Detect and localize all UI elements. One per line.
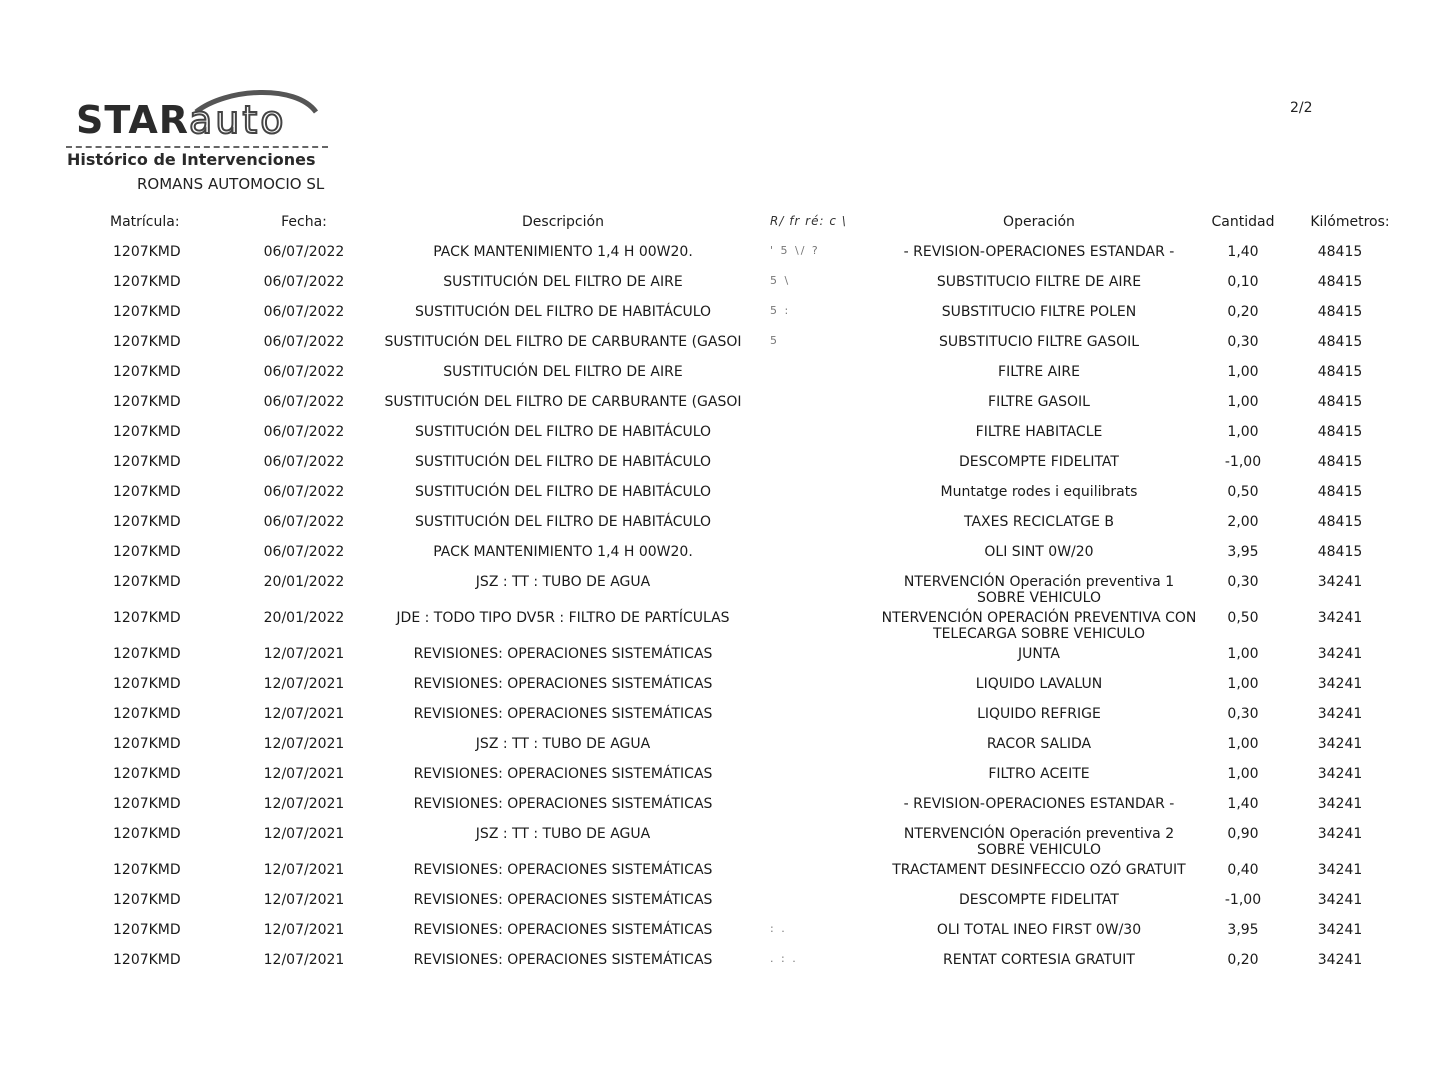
table-body: [0, 240, 1440, 978]
cell-kilometros: 34241: [1317, 952, 1363, 968]
cell-kilometros: 34241: [1317, 796, 1363, 812]
table-row: [0, 330, 1440, 360]
cell-fecha: 12/07/2021: [263, 952, 345, 968]
cell-descripcion: REVISIONES: OPERACIONES SISTEMÁTICAS: [413, 862, 713, 878]
cell-kilometros: 48415: [1317, 364, 1363, 380]
cell-descripcion: PACK MANTENIMIENTO 1,4 H 00W20.: [433, 244, 693, 260]
cell-descripcion: REVISIONES: OPERACIONES SISTEMÁTICAS: [413, 676, 713, 692]
table-row: [0, 240, 1440, 270]
cell-kilometros: 34241: [1317, 736, 1363, 752]
cell-kilometros: 48415: [1317, 394, 1363, 410]
table-row: [0, 822, 1440, 858]
cell-kilometros: 48415: [1317, 424, 1363, 440]
cell-matricula: 1207KMD: [113, 766, 181, 782]
table-row: [0, 858, 1440, 888]
logo-text-auto: auto: [189, 98, 287, 142]
cell-fecha: 06/07/2022: [263, 364, 345, 380]
cell-kilometros: 34241: [1317, 646, 1363, 662]
logo-text-star: STAR: [76, 98, 190, 142]
cell-descripcion: SUSTITUCIÓN DEL FILTRO DE HABITÁCULO: [414, 484, 712, 500]
cell-fecha: 06/07/2022: [263, 514, 345, 530]
cell-fecha: 06/07/2022: [263, 424, 345, 440]
cell-referencia: 5 \: [770, 274, 791, 287]
cell-cantidad: 1,00: [1227, 646, 1259, 662]
table-row: [0, 606, 1440, 642]
cell-matricula: 1207KMD: [113, 544, 181, 560]
cell-operacion: JUNTA: [1018, 646, 1060, 662]
cell-operacion: SUBSTITUCIO FILTRE POLEN: [941, 304, 1137, 320]
cell-fecha: 06/07/2022: [263, 454, 345, 470]
cell-cantidad: 2,00: [1227, 514, 1259, 530]
cell-operacion: SUBSTITUCIO FILTRE GASOIL: [938, 334, 1140, 350]
cell-descripcion: REVISIONES: OPERACIONES SISTEMÁTICAS: [413, 646, 713, 662]
cell-matricula: 1207KMD: [113, 484, 181, 500]
cell-operacion: TAXES RECICLATGE B: [964, 514, 1114, 530]
cell-fecha: 06/07/2022: [263, 544, 345, 560]
cell-referencia: . : .: [770, 952, 798, 965]
cell-cantidad: 0,40: [1227, 862, 1259, 878]
cell-referencia: 5 :: [770, 304, 791, 317]
col-header-cantidad: Cantidad: [1211, 214, 1275, 230]
cell-operacion: - REVISION-OPERACIONES ESTANDAR -: [903, 244, 1175, 260]
cell-descripcion: REVISIONES: OPERACIONES SISTEMÁTICAS: [413, 892, 713, 908]
col-header-fecha: Fecha:: [281, 214, 327, 230]
cell-kilometros: 48415: [1317, 334, 1363, 350]
cell-referencia: ' 5 \/ ?: [770, 244, 820, 257]
cell-cantidad: 1,00: [1227, 424, 1259, 440]
cell-fecha: 12/07/2021: [263, 706, 345, 722]
cell-operacion: LIQUIDO REFRIGE: [977, 706, 1101, 722]
cell-fecha: 06/07/2022: [263, 304, 345, 320]
table-row: [0, 420, 1440, 450]
cell-fecha: 06/07/2022: [263, 334, 345, 350]
cell-kilometros: 48415: [1317, 484, 1363, 500]
company-name: ROMANS AUTOMOCIO SL: [137, 175, 325, 193]
cell-operacion: RENTAT CORTESIA GRATUIT: [943, 952, 1135, 968]
table-row: [0, 918, 1440, 948]
cell-operacion: FILTRE GASOIL: [988, 394, 1090, 410]
cell-cantidad: -1,00: [1224, 454, 1262, 470]
cell-kilometros: 34241: [1317, 826, 1363, 842]
cell-cantidad: -1,00: [1224, 892, 1262, 908]
cell-fecha: 12/07/2021: [263, 736, 345, 752]
cell-operacion: FILTRO ACEITE: [988, 766, 1090, 782]
cell-fecha: 12/07/2021: [263, 796, 345, 812]
cell-descripcion: JDE : TODO TIPO DV5R : FILTRO DE PARTÍCULAS: [396, 610, 730, 626]
table-row: [0, 642, 1440, 672]
cell-descripcion: SUSTITUCIÓN DEL FILTRO DE CARBURANTE (GASOI: [384, 394, 742, 410]
cell-operacion: RACOR SALIDA: [986, 736, 1092, 752]
table-row: [0, 762, 1440, 792]
cell-fecha: 12/07/2021: [263, 766, 345, 782]
cell-operacion: DESCOMPTE FIDELITAT: [959, 892, 1119, 908]
cell-descripcion: JSZ : TT : TUBO DE AGUA: [475, 736, 651, 752]
cell-descripcion: SUSTITUCIÓN DEL FILTRO DE HABITÁCULO: [414, 454, 712, 470]
cell-operacion: DESCOMPTE FIDELITAT: [959, 454, 1119, 470]
cell-operacion: Muntatge rodes i equilibrats: [940, 484, 1138, 500]
cell-descripcion: PACK MANTENIMIENTO 1,4 H 00W20.: [433, 544, 693, 560]
cell-operacion: TRACTAMENT DESINFECCIO OZÓ GRATUIT: [892, 862, 1186, 878]
cell-descripcion: SUSTITUCIÓN DEL FILTRO DE CARBURANTE (GASOI: [384, 334, 742, 350]
cell-descripcion: REVISIONES: OPERACIONES SISTEMÁTICAS: [413, 766, 713, 782]
logo-wordmark: [76, 100, 287, 140]
cell-cantidad: 1,40: [1227, 244, 1259, 260]
cell-fecha: 12/07/2021: [263, 676, 345, 692]
header-divider: [66, 146, 328, 148]
col-header-operacion: Operación: [1003, 214, 1075, 230]
cell-kilometros: 34241: [1317, 892, 1363, 908]
cell-fecha: 12/07/2021: [263, 892, 345, 908]
cell-cantidad: 1,00: [1227, 766, 1259, 782]
cell-cantidad: 1,00: [1227, 364, 1259, 380]
table-row: [0, 360, 1440, 390]
cell-kilometros: 34241: [1317, 706, 1363, 722]
cell-descripcion: SUSTITUCIÓN DEL FILTRO DE HABITÁCULO: [414, 424, 712, 440]
col-header-kilometros: Kilómetros:: [1310, 214, 1390, 230]
cell-operacion: OLI TOTAL INEO FIRST 0W/30: [936, 922, 1142, 938]
cell-matricula: 1207KMD: [113, 304, 181, 320]
cell-matricula: 1207KMD: [113, 424, 181, 440]
cell-matricula: 1207KMD: [113, 706, 181, 722]
cell-matricula: 1207KMD: [113, 274, 181, 290]
cell-cantidad: 1,00: [1227, 676, 1259, 692]
cell-matricula: 1207KMD: [113, 334, 181, 350]
cell-kilometros: 48415: [1317, 274, 1363, 290]
cell-matricula: 1207KMD: [113, 892, 181, 908]
table-row: [0, 888, 1440, 918]
col-header-referencia: R/ fr ré: c \: [770, 214, 847, 228]
cell-cantidad: 0,30: [1227, 334, 1259, 350]
table-row: [0, 702, 1440, 732]
cell-kilometros: 34241: [1317, 766, 1363, 782]
cell-kilometros: 48415: [1317, 514, 1363, 530]
cell-fecha: 06/07/2022: [263, 484, 345, 500]
cell-operacion: NTERVENCIÓN Operación preventiva 1 SOBRE VEHICULO: [903, 574, 1175, 606]
cell-matricula: 1207KMD: [113, 862, 181, 878]
starauto-logo: [76, 86, 326, 142]
cell-matricula: 1207KMD: [113, 646, 181, 662]
cell-matricula: 1207KMD: [113, 574, 181, 590]
cell-descripcion: SUSTITUCIÓN DEL FILTRO DE HABITÁCULO: [414, 304, 712, 320]
cell-operacion: FILTRE HABITACLE: [975, 424, 1103, 440]
cell-kilometros: 48415: [1317, 244, 1363, 260]
table-row: [0, 480, 1440, 510]
col-header-descripcion: Descripción: [522, 214, 604, 230]
cell-fecha: 06/07/2022: [263, 394, 345, 410]
cell-descripcion: REVISIONES: OPERACIONES SISTEMÁTICAS: [413, 706, 713, 722]
table-row: [0, 510, 1440, 540]
cell-fecha: 12/07/2021: [263, 922, 345, 938]
cell-kilometros: 34241: [1317, 922, 1363, 938]
cell-fecha: 12/07/2021: [263, 862, 345, 878]
cell-cantidad: 0,50: [1227, 484, 1259, 500]
cell-operacion: NTERVENCIÓN OPERACIÓN PREVENTIVA CON TELECARGA SOBRE VEHICULO: [881, 610, 1197, 642]
cell-matricula: 1207KMD: [113, 610, 181, 626]
cell-descripcion: SUSTITUCIÓN DEL FILTRO DE AIRE: [443, 274, 683, 290]
cell-matricula: 1207KMD: [113, 736, 181, 752]
cell-matricula: 1207KMD: [113, 394, 181, 410]
cell-cantidad: 0,30: [1227, 574, 1259, 590]
table-row: [0, 672, 1440, 702]
cell-kilometros: 48415: [1317, 454, 1363, 470]
cell-cantidad: 1,00: [1227, 736, 1259, 752]
cell-cantidad: 1,00: [1227, 394, 1259, 410]
cell-matricula: 1207KMD: [113, 952, 181, 968]
cell-operacion: - REVISION-OPERACIONES ESTANDAR -: [903, 796, 1175, 812]
cell-cantidad: 0,50: [1227, 610, 1259, 626]
cell-kilometros: 34241: [1317, 574, 1363, 590]
cell-operacion: SUBSTITUCIO FILTRE DE AIRE: [936, 274, 1142, 290]
cell-cantidad: 0,10: [1227, 274, 1259, 290]
cell-matricula: 1207KMD: [113, 244, 181, 260]
table-row: [0, 732, 1440, 762]
cell-operacion: OLI SINT 0W/20: [984, 544, 1094, 560]
document-title: Histórico de Intervenciones: [67, 150, 316, 169]
cell-fecha: 12/07/2021: [263, 826, 345, 842]
col-header-matricula: Matrícula:: [110, 214, 180, 230]
page-number: 2/2: [1290, 100, 1313, 116]
table-row: [0, 792, 1440, 822]
interventions-table: [0, 210, 1440, 978]
cell-operacion: FILTRE AIRE: [998, 364, 1080, 380]
cell-fecha: 06/07/2022: [263, 274, 345, 290]
cell-matricula: 1207KMD: [113, 364, 181, 380]
cell-kilometros: 48415: [1317, 544, 1363, 560]
cell-cantidad: 3,95: [1227, 544, 1259, 560]
cell-descripcion: REVISIONES: OPERACIONES SISTEMÁTICAS: [413, 952, 713, 968]
cell-kilometros: 34241: [1317, 676, 1363, 692]
cell-operacion: NTERVENCIÓN Operación preventiva 2 SOBRE VEHICULO: [903, 826, 1175, 858]
cell-matricula: 1207KMD: [113, 922, 181, 938]
cell-fecha: 12/07/2021: [263, 646, 345, 662]
cell-descripcion: JSZ : TT : TUBO DE AGUA: [475, 826, 651, 842]
table-row: [0, 390, 1440, 420]
cell-referencia: : .: [770, 922, 787, 935]
cell-matricula: 1207KMD: [113, 454, 181, 470]
cell-descripcion: SUSTITUCIÓN DEL FILTRO DE HABITÁCULO: [414, 514, 712, 530]
cell-cantidad: 3,95: [1227, 922, 1259, 938]
table-row: [0, 300, 1440, 330]
cell-fecha: 20/01/2022: [263, 574, 345, 590]
cell-matricula: 1207KMD: [113, 826, 181, 842]
cell-kilometros: 34241: [1317, 862, 1363, 878]
cell-descripcion: REVISIONES: OPERACIONES SISTEMÁTICAS: [413, 796, 713, 812]
cell-descripcion: JSZ : TT : TUBO DE AGUA: [475, 574, 651, 590]
cell-kilometros: 34241: [1317, 610, 1363, 626]
table-row: [0, 570, 1440, 606]
cell-descripcion: REVISIONES: OPERACIONES SISTEMÁTICAS: [413, 922, 713, 938]
cell-fecha: 20/01/2022: [263, 610, 345, 626]
cell-matricula: 1207KMD: [113, 796, 181, 812]
cell-operacion: LIQUIDO LAVALUN: [975, 676, 1103, 692]
cell-matricula: 1207KMD: [113, 676, 181, 692]
cell-cantidad: 0,20: [1227, 304, 1259, 320]
cell-kilometros: 48415: [1317, 304, 1363, 320]
table-row: [0, 270, 1440, 300]
table-row: [0, 450, 1440, 480]
table-header-row: [0, 210, 1440, 240]
cell-referencia: 5: [770, 334, 779, 347]
cell-cantidad: 0,30: [1227, 706, 1259, 722]
cell-cantidad: 0,20: [1227, 952, 1259, 968]
cell-fecha: 06/07/2022: [263, 244, 345, 260]
table-row: [0, 540, 1440, 570]
cell-matricula: 1207KMD: [113, 514, 181, 530]
cell-cantidad: 1,40: [1227, 796, 1259, 812]
table-row: [0, 948, 1440, 978]
cell-descripcion: SUSTITUCIÓN DEL FILTRO DE AIRE: [443, 364, 683, 380]
cell-cantidad: 0,90: [1227, 826, 1259, 842]
